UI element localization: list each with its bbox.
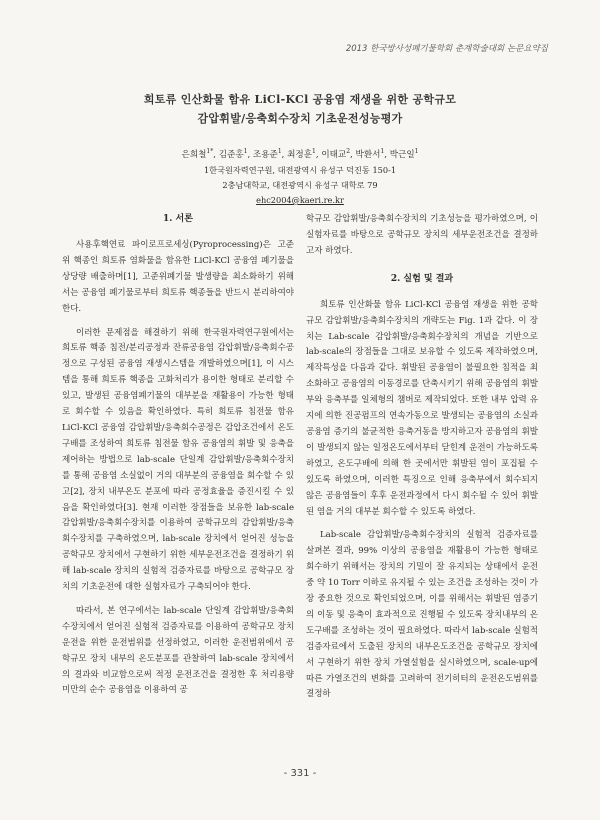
- author-name: 김준홍: [218, 149, 244, 160]
- author-name: 조용준: [252, 149, 278, 160]
- author-list: 은희철$^{1*}$, 김준홍$^1$, 조용준$^1$, 최정훈$^1$, 이태교$^2$, 박환서$^1$, 박근일$^1$: [181, 148, 419, 160]
- author-name: 박환서: [355, 149, 381, 160]
- affiliation-sup: 1: [203, 164, 210, 175]
- author-sup: 1: [414, 148, 419, 155]
- right-column: [306, 212, 538, 711]
- author-sup: 2: [346, 148, 351, 155]
- author-sup: 1: [243, 148, 248, 155]
- author-name: 은희철: [181, 149, 207, 160]
- title-line-2: 감압휘발/응축회수장치 기초운전성능평가: [197, 112, 403, 125]
- affiliation-sup: 2: [222, 179, 228, 190]
- affiliation-text: 충남대학교, 대전광역시 유성구 대학로 79: [227, 179, 378, 190]
- paragraph: 이러한 문제점을 해결하기 위해 한국원자력연구원에서는 희토류 핵종 침전/분리공정과 잔류공융염 감압휘발/응축회수공정으로 구성된 공융염 재생시스템을 개발하였으며[1], 이 시스템을 통해 희토류 핵종을 고화처리가 용이한 형태로 분리할 수 있고, 발생된 공융염폐기물의 대부분을 재활용이 가능한 형태로 회수할 수 있음을 확인하였다. 특히 희토류 침전물 함유 LiCl-KCl 공융염 감압휘발/응축회수공정은 감압조건에서 온도구배를 조성하여 희토류 침전물 함유 공융염의 휘발 및 응축을 제어하는 방법으로 lab-scale 단일계 감압휘발/응축회수장치를 통해 공융염 소실없이 거의 대부분의 공융염을 회수할 수 있고[2], 장치 내부온도 분포에 따라 공정효율을 증진시킬 수 있음을 확인하였다[3]. 현재 이러한 장점들을 보유한 lab-scale 감압휘발/응축회수장치를 이용하여 공학규모의 감압휘발/응축회수장치를 구축하였으며, lab-scale 장치에서 얻어진 성능을 공학규모 장치에서 구현하기 위한 세부운전조건을 결정하기 위해 lab-scale 장치의 실험적 검증자료를 바탕으로 공학규모 장치의 기초운전에 대한 실험자료가 구축되어야 한다.: [62, 327, 294, 593]
- author-name: 최정훈: [287, 149, 313, 160]
- affiliation-text: 한국원자력연구원, 대전광역시 유성구 덕진동 150-1: [209, 164, 397, 175]
- paragraph: 따라서, 본 연구에서는 lab-scale 단일계 감압휘발/응축회수장치에서 얻어진 실험적 검증자료를 이용하여 공학규모 장치 운전을 위한 운전범위를 선정하였고, 이러한 운전범위에서 공학규모 장치 내부의 온도분포를 관찰하여 lab-scale 장치에서의 결과와 비교함으로써 적정 운전조건을 결정한 후 처리용량 미만의 순수 공융염을 이용하여 공: [62, 605, 294, 696]
- title-block: [60, 90, 540, 208]
- author-sup: 1: [312, 148, 316, 155]
- author-name: 이태교: [321, 149, 347, 160]
- author-sup: 1: [380, 148, 385, 155]
- section-title-intro: 1. 서론: [163, 214, 193, 224]
- page-number: - 331 -: [283, 768, 317, 779]
- contact-email: ehc2004@kaeri.re.kr: [256, 194, 344, 205]
- paragraph: 사용후핵연료 파이로프로세싱(Pyroprocessing)은 고준위 핵종인 희토류 염화물을 함유한 LiCl-KCl 공융염 폐기물을 상당량 배출하며[1], 고준위폐기물 발생량을 최소화하기 위해서는 공융염 폐기물로부터 희토류 핵종들을 반드시 분리하여야 한다.: [62, 240, 294, 314]
- paragraph: 희토류 인산화물 함유 LiCl-KCl 공융염 재생을 위한 공학규모 감압휘발/응축회수장치의 개략도는 Fig. 1과 같다. 이 장치는 Lab-scale 감압휘발/응축회수장치의 개념을 기반으로 lab-scale의 장점들을 그대로 보유할 수 있도록 제작하였으며, 제작특성을 다음과 같다. 휘발된 공융염이 불필요한 침적을 최소화하고 공융염의 이동경로를 단축시키기 위해 공융염의 휘발부와 응축부를 일체형의 챔버로 제작되었다. 또한 내부 압력 유지에 의한 진공펌프의 연속가동으로 발생되는 공융염의 소실과 공융염 증기의 불균적한 응축거동을 방지하고자 공융염의 휘발이 발생되지 않는 일정온도에서부터 닫힌계 운전이 가능하도록 하였고, 온도구배에 의해 한 곳에서만 휘발된 염이 포집될 수 있도록 하였으며, 이러한 특징으로 인해 응축부에서 회수되지 않은 공융염들이 후후 운전과정에서 다시 회수될 수 있어 휘발된 염을 거의 대부분 회수할 수 있도록 하였다.: [306, 299, 538, 517]
- author-name: 박근일: [389, 149, 415, 160]
- affiliation-2: [60, 178, 540, 193]
- section-title-experiment: 2. 실험 및 결과: [390, 273, 454, 284]
- running-header: 2013 한국방사성폐기물학회 춘계학술대회 논문요약집: [345, 44, 548, 54]
- left-column: [62, 212, 294, 707]
- title-line-1: 희토류 인산화물 함유 LiCl-KCl 공융염 재생을 위한 공학규모: [143, 93, 457, 106]
- author-sup: 1: [277, 148, 282, 155]
- paragraph-continuation: 학규모 감압휘발/응축회수장치의 기초성능을 평가하였으며, 이 실험자료를 바탕으로 공학규모 장치의 세부운전조건을 결정하고자 하였다.: [306, 214, 538, 256]
- affiliation-1: [60, 163, 540, 178]
- paragraph: Lab-scale 감압휘발/응축회수장치의 실험적 검증자료를 살펴본 결과, 99% 이상의 공융염을 재활용이 가능한 형태로 회수하기 위해서는 장치의 기밀이 잘 유지되는 상태에서 운전 중 약 10 Torr 이하로 유지될 수 있는 조건을 조성하는 것이 가장 중요한 것으로 확인되었으며, 이를 위해서는 휘발된 염증기의 이동 및 응축이 효과적으로 진행될 수 있도록 장치내부의 온도구배를 조성하는 것이 필요하였다. 따라서 lab-scale 실험적 검증자료에서 도출된 장치의 내부온도조건을 공학규모 장치에서 구현하기 위한 장치 가열설험을 실시하였으며, scale-up에 따른 가열조건의 변화를 고려하여 전기히터의 운전온도범위를 결정하: [306, 530, 538, 700]
- author-sup: 1*: [206, 148, 214, 155]
